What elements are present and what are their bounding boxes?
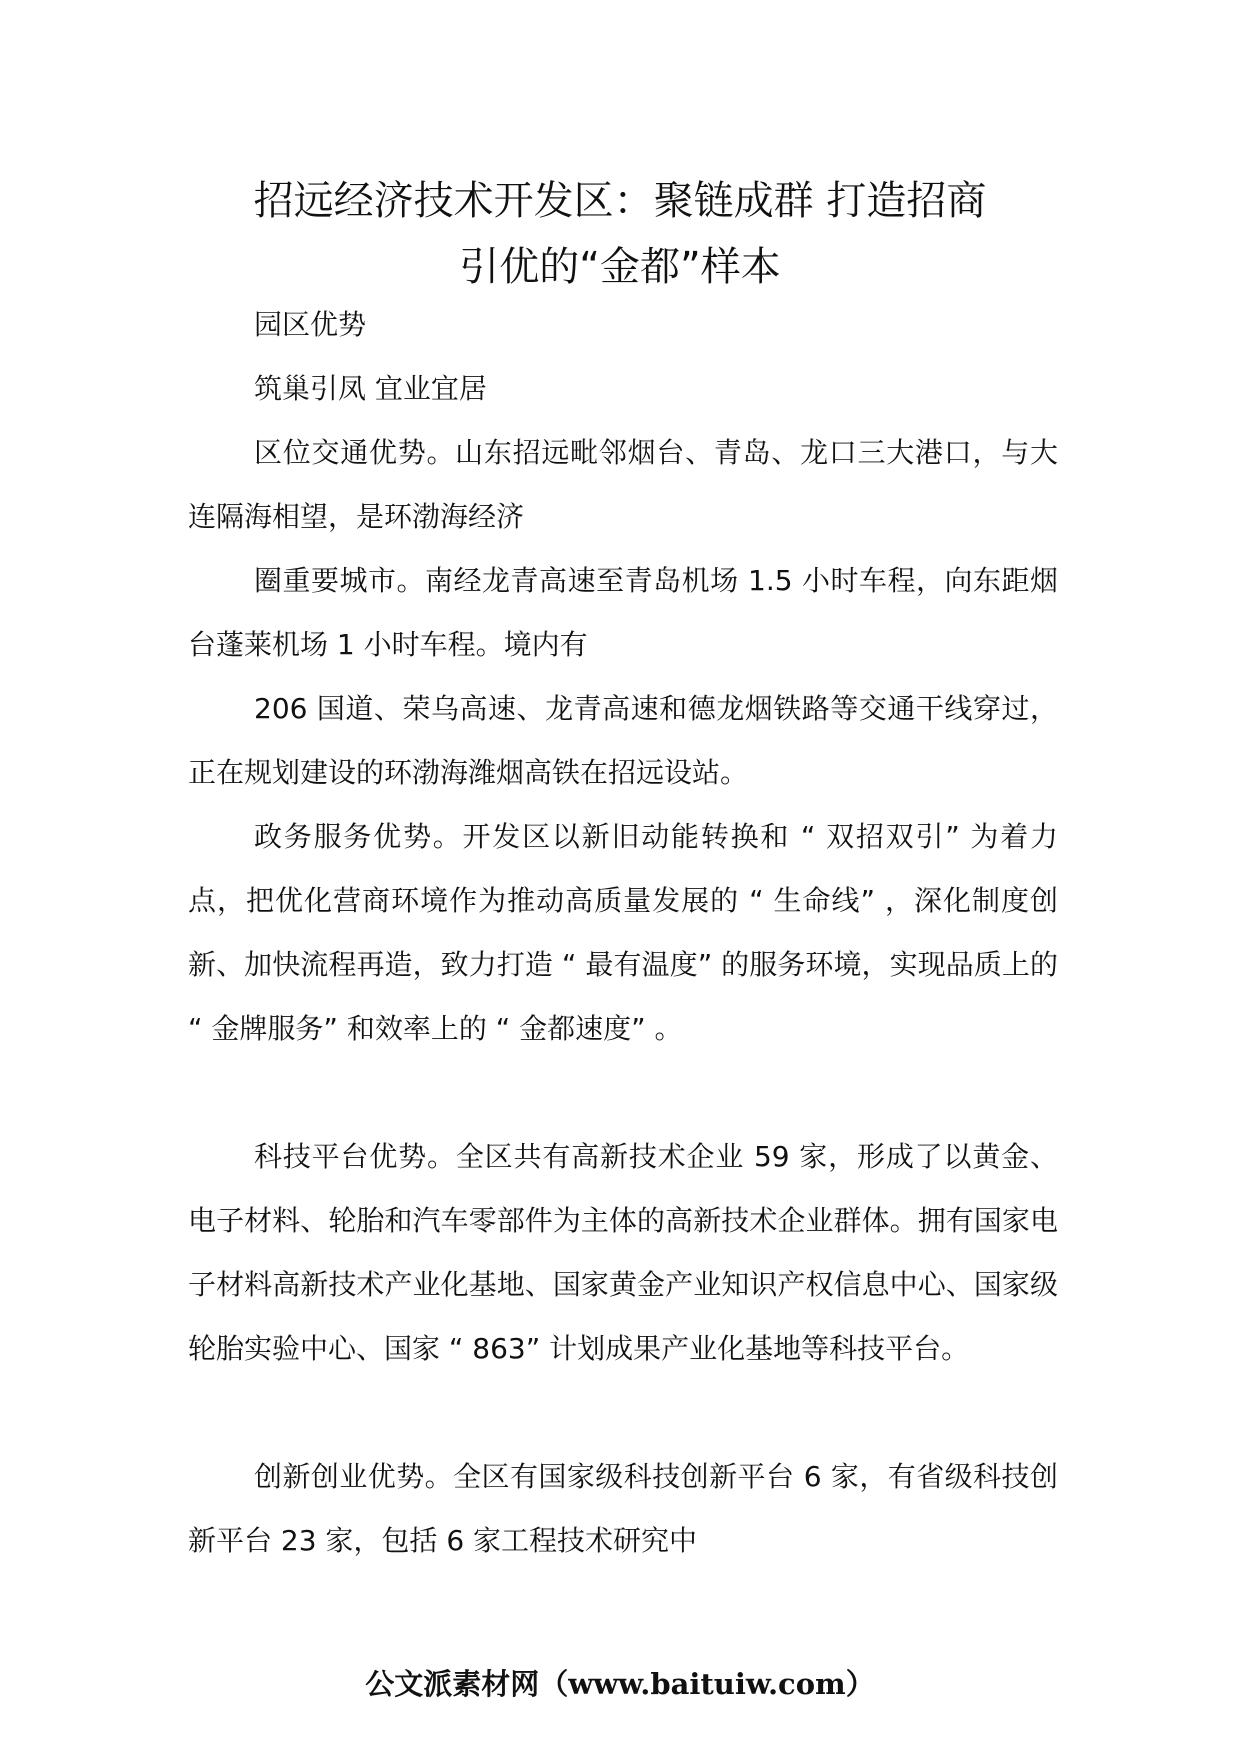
paragraph-location-transport: 区位交通优势。山东招远毗邻烟台、青岛、龙口三大港口，与大连隔海相望，是环渤海经济: [188, 436, 1058, 533]
paragraph-innovation: 创新创业优势。全区有国家级科技创新平台 6 家，有省级科技创新平台 23 家，包括 6 家工程技术研究中: [188, 1460, 1058, 1557]
document-title-line-1: 招远经济技术开发区：聚链成群 打造招商: [253, 178, 987, 224]
subheading: 筑巢引凤 宜业宜居: [254, 372, 487, 405]
paragraph-tech-platform: 科技平台优势。全区共有高新技术企业 59 家，形成了以黄金、电子材料、轮胎和汽车零部件为主体的高新技术企业群体。拥有国家电子材料高新技术产业化基地、国家黄金产业知识产权信息中心、国家级轮胎实验中心、国家 “ 863” 计划成果产业化基地等科技平台。: [188, 1140, 1058, 1365]
paragraph-highways-railway: 206 国道、荣乌高速、龙青高速和德龙烟铁路等交通干线穿过，正在规划建设的环渤海潍烟高铁在招远设站。: [188, 692, 1058, 789]
document-title-line-2: 引优的“金都”样本: [459, 244, 781, 290]
paragraph-government-service: 政务服务优势。开发区以新旧动能转换和 “ 双招双引” 为着力点，把优化营商环境作为推动高质量发展的 “ 生命线” ，深化制度创新、加快流程再造，致力打造 “ 最有温度” 的服务环境，实现品质上的 “ 金牌服务” 和效率上的 “ 金都速度” 。: [188, 820, 1058, 1045]
footer-watermark: 公文派素材网（www.baituiw.com）: [365, 1667, 875, 1701]
section-heading: 园区优势: [254, 308, 367, 341]
paragraph-airport-distance: 圈重要城市。南经龙青高速至青岛机场 1.5 小时车程，向东距烟台蓬莱机场 1 小时车程。境内有: [188, 564, 1058, 661]
